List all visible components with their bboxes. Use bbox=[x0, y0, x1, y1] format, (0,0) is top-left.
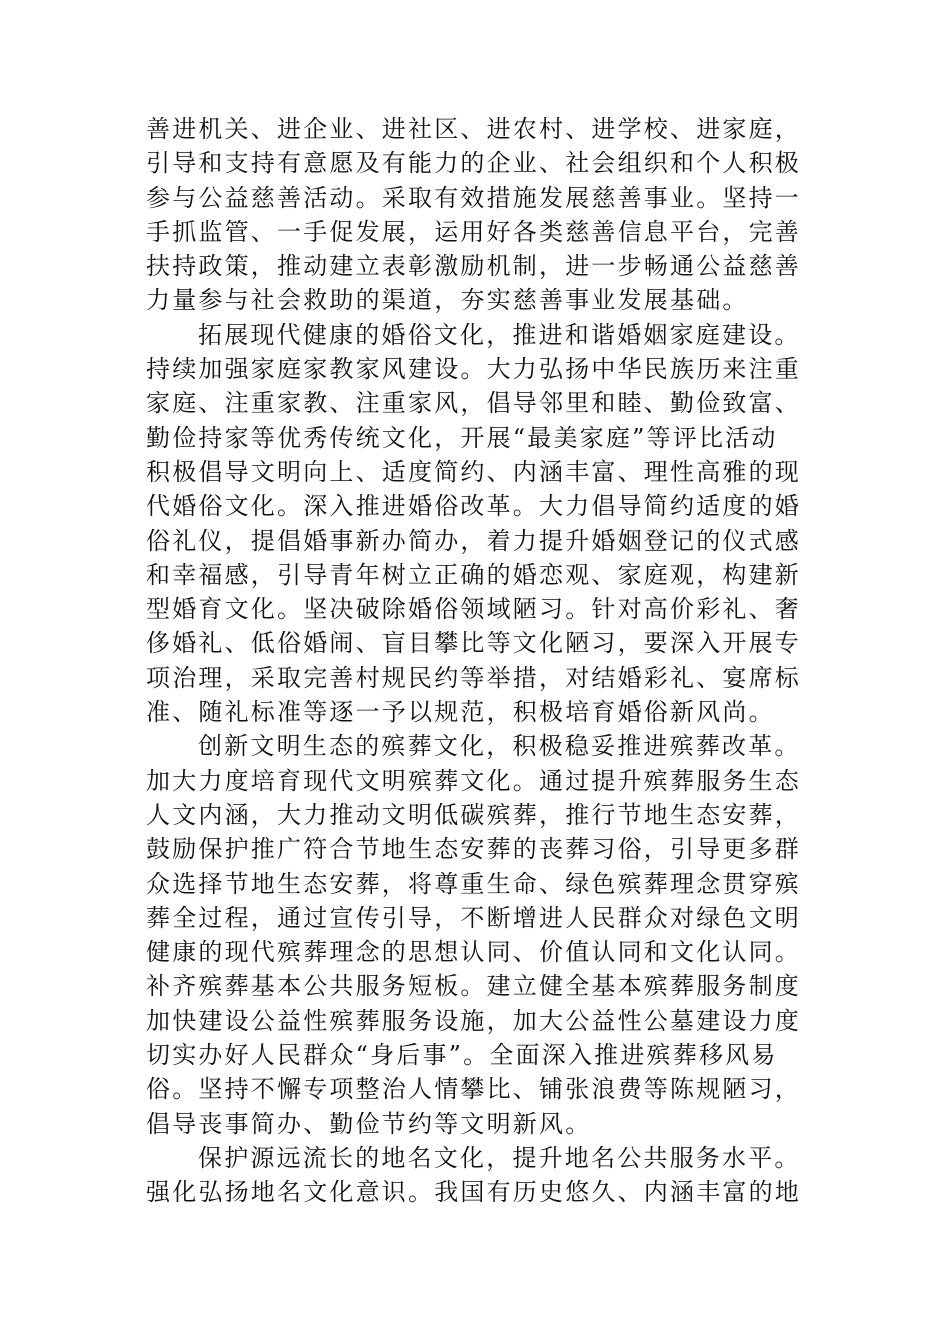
paragraph-first-line: 拓展现代健康的婚俗文化，推进和谐婚姻家庭建设。 bbox=[198, 320, 801, 349]
text-line: 健康的现代殡葬理念的思想认同、价值认同和文化认同。 bbox=[146, 938, 801, 967]
text-line: 项治理，采取完善村规民约等举措，对结婚彩礼、宴席标 bbox=[146, 663, 801, 692]
text-line: 力量参与社会救助的渠道，夯实慈善事业发展基础。 bbox=[146, 286, 749, 315]
text-line: 俗礼仪，提倡婚事新办简办，着力提升婚姻登记的仪式感 bbox=[146, 526, 801, 555]
text-line: 持续加强家庭家教家风建设。大力弘扬中华民族历来注重 bbox=[146, 355, 801, 384]
text-line: 参与公益慈善活动。采取有效措施发展慈善事业。坚持一 bbox=[146, 183, 801, 212]
text-line: 加大力度培育现代文明殡葬文化。通过提升殡葬服务生态 bbox=[146, 766, 801, 795]
text-line: 人文内涵，大力推动文明低碳殡葬，推行节地生态安葬， bbox=[146, 800, 801, 829]
text-line: 强化弘扬地名文化意识。我国有历史悠久、内涵丰富的地 bbox=[146, 1178, 801, 1207]
paragraph-first-line: 创新文明生态的殡葬文化，积极稳妥推进殡葬改革。 bbox=[198, 732, 801, 761]
text-line: 倡导丧事简办、勤俭节约等文明新风。 bbox=[146, 1109, 592, 1138]
text-line: 型婚育文化。坚决破除婚俗领域陋习。针对高价彩礼、奢 bbox=[146, 595, 801, 624]
text-line: 积极倡导文明向上、适度简约、内涵丰富、理性高雅的现 bbox=[146, 457, 801, 486]
text-line: 代婚俗文化。深入推进婚俗改革。大力倡导简约适度的婚 bbox=[146, 492, 801, 521]
text-line: 葬全过程，通过宣传引导，不断增进人民群众对绿色文明 bbox=[146, 903, 801, 932]
text-line: 俗。坚持不懈专项整治人情攀比、铺张浪费等陈规陋习， bbox=[146, 1075, 801, 1104]
text-line: 加快建设公益性殡葬服务设施，加大公益性公墓建设力度 bbox=[146, 1006, 801, 1035]
text-line: 扶持政策，推动建立表彰激励机制，进一步畅通公益慈善 bbox=[146, 252, 801, 281]
text-line: 众选择节地生态安葬，将尊重生命、绿色殡葬理念贯穿殡 bbox=[146, 869, 801, 898]
text-line: 引导和支持有意愿及有能力的企业、社会组织和个人积极 bbox=[146, 149, 801, 178]
document-body bbox=[146, 112, 806, 1210]
paragraph-first-line: 保护源远流长的地名文化，提升地名公共服务水平。 bbox=[198, 1143, 801, 1172]
text-line: 善进机关、进企业、进社区、进农村、进学校、进家庭， bbox=[146, 115, 801, 143]
text-line: 侈婚礼、低俗婚闹、盲目攀比等文化陋习，要深入开展专 bbox=[146, 629, 801, 658]
text-line: 鼓励保护推广符合节地生态安葬的丧葬习俗，引导更多群 bbox=[146, 835, 801, 864]
text-line: 家庭、注重家教、注重家风，倡导邻里和睦、勤俭致富、 bbox=[146, 389, 801, 418]
text-line: 准、随礼标准等逐一予以规范，积极培育婚俗新风尚。 bbox=[146, 698, 775, 727]
text-line: 补齐殡葬基本公共服务短板。建立健全基本殡葬服务制度 bbox=[146, 972, 801, 1001]
text-line: 勤俭持家等优秀传统文化，开展“最美家庭”等评比活动 bbox=[146, 423, 778, 452]
text-line: 手抓监管、一手促发展，运用好各类慈善信息平台，完善 bbox=[146, 217, 801, 246]
text-line: 和幸福感，引导青年树立正确的婚恋观、家庭观，构建新 bbox=[146, 560, 801, 589]
text-line: 切实办好人民群众“身后事”。全面深入推进殡葬移风易 bbox=[146, 1041, 778, 1070]
